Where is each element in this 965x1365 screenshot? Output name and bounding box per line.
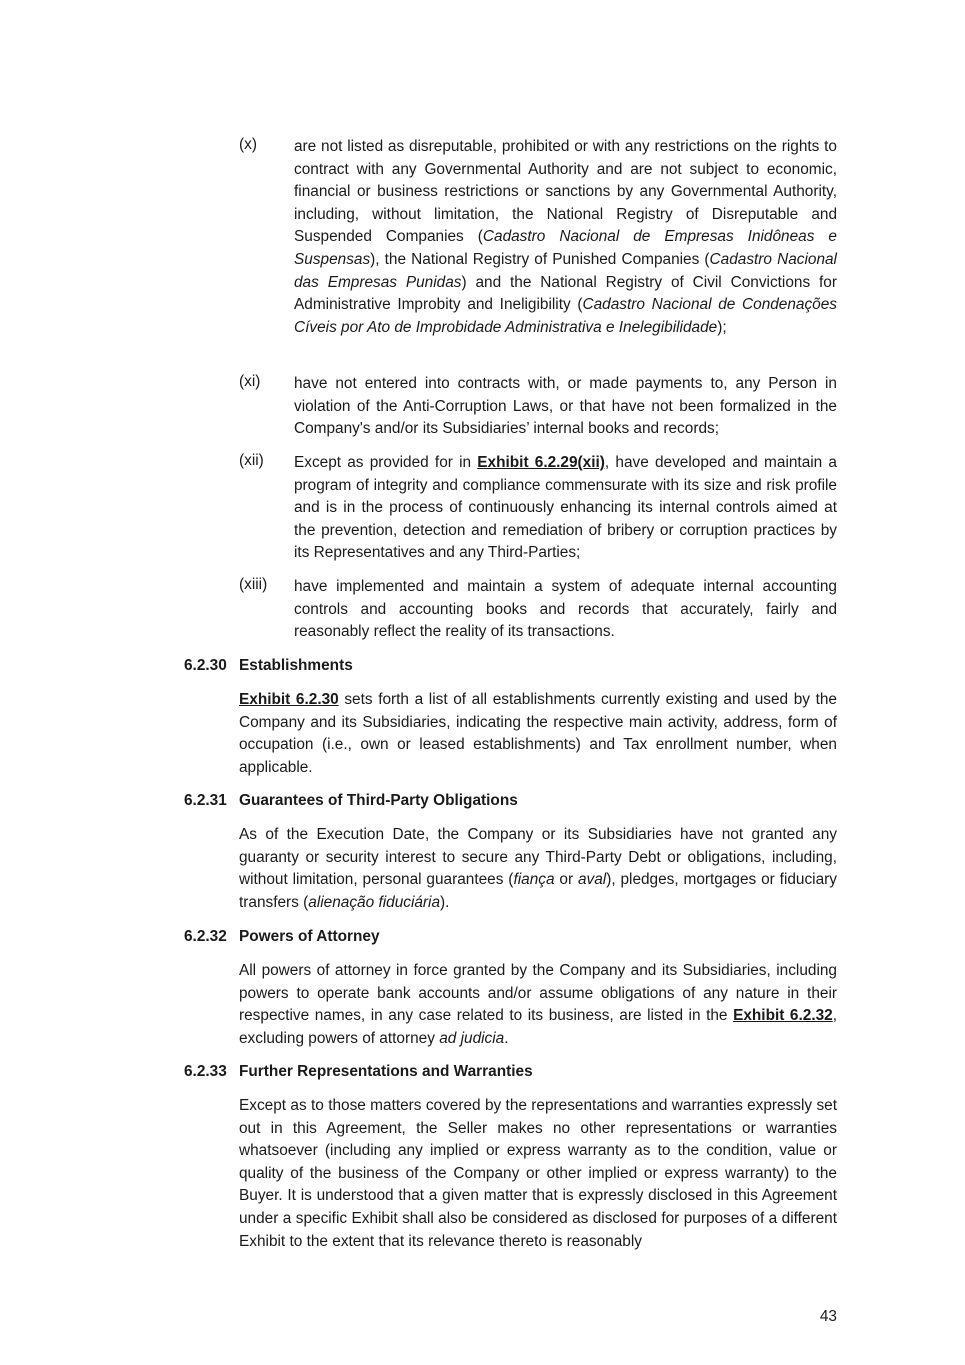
list-item	[239, 452, 837, 565]
section-body: All powers of attorney in force granted by the Company and its Subsidiaries, including powers to operate bank accounts and/or assume obligations of any nature in their respective names, in any case related to its business, are listed in the Exhibit 6.2.32, excluding powers of attorney ad judicia.	[239, 962, 837, 1047]
list-item	[239, 136, 837, 339]
item-number: (xiii)	[239, 576, 268, 593]
item-text: Except as provided for in Exhibit 6.2.29(xii), have developed and maintain a program of integrity and compliance commensurate with its size and risk profile and is in the process of continuously enhancing its internal controls aimed at the prevention, detection and remediation of bribery or corruption practices by its Representatives and any Third-Parties;	[294, 454, 837, 562]
item-text: have not entered into contracts with, or made payments to, any Person in violation of the Anti-Corruption Laws, or that have not been formalized in the Company's and/or its Subsidiaries’ internal books and records;	[294, 375, 837, 438]
exhibit-reference: Exhibit 6.2.29(xii)	[477, 454, 605, 471]
exhibit-reference: Exhibit 6.2.30	[239, 691, 339, 708]
section-number: 6.2.32	[184, 928, 227, 945]
section-heading	[184, 655, 353, 678]
item-text: have implemented and maintain a system of adequate internal accounting controls and accounting books and records that accurately, fairly and reasonably reflect the reality of its transactions.	[294, 578, 837, 641]
list-item	[239, 576, 837, 644]
section-title: Establishments	[239, 657, 353, 674]
section-title: Further Representations and Warranties	[239, 1063, 533, 1080]
section-title: Guarantees of Third-Party Obligations	[239, 792, 518, 809]
exhibit-reference: Exhibit 6.2.32	[733, 1007, 833, 1025]
section-body: As of the Execution Date, the Company or its Subsidiaries have not granted any guaranty or security interest to secure any Third-Party Debt or obligations, including, without limitation, personal guarantees (fiança or aval), pledges, mortgages or fiduciary transfers (alienação fiduciária).	[239, 826, 837, 911]
section-heading	[184, 926, 380, 949]
section-number: 6.2.33	[184, 1063, 227, 1080]
section-body: Except as to those matters covered by the representations and warranties expressly set out in this Agreement, the Seller makes no other representations or warranties whatsoever (including any implied or express warranty as to the condition, value or quality of the business of the Company or other implied or express warranty) to the Buyer. It is understood that a given matter that is expressly disclosed in this Agreement under a specific Exhibit shall also be considered as disclosed for purposes of a different Exhibit to the extent that its relevance thereto is reasonably	[239, 1097, 837, 1250]
section-heading	[184, 790, 518, 813]
section-title: Powers of Attorney	[239, 928, 380, 945]
section-heading	[184, 1061, 533, 1084]
item-number: (x)	[239, 136, 257, 153]
section-body: Exhibit 6.2.30 sets forth a list of all establishments currently existing and used by the Company and its Subsidiaries, indicating the respective main activity, address, form of occupation (i.e., own or leased establishments) and Tax enrollment number, when applicable.	[239, 691, 837, 776]
item-number: (xi)	[239, 373, 261, 390]
section-number: 6.2.31	[184, 792, 227, 809]
page-number: 43	[819, 1308, 837, 1325]
item-text: are not listed as disreputable, prohibited or with any restrictions on the rights to contract with any Governmental Authority and are not subject to economic, financial or business restrictions or sanctions by any Governmental Authority, including, without limitation, the National Registry of Disreputable and Suspended Companies (Cadastro Nacional de Empresas Inidôneas e Suspensas), the National Registry of Punished Companies (Cadastro Nacional das Empresas Punidas) and the National Registry of Civil Convictions for Administrative Improbity and Ineligibility (Cadastro Nacional de Condenações Cíveis por Ato de Improbidade Administrativa e Inelegibilidade);	[294, 138, 837, 336]
section-number: 6.2.30	[184, 657, 227, 674]
list-item	[239, 373, 837, 441]
item-number: (xii)	[239, 452, 264, 469]
